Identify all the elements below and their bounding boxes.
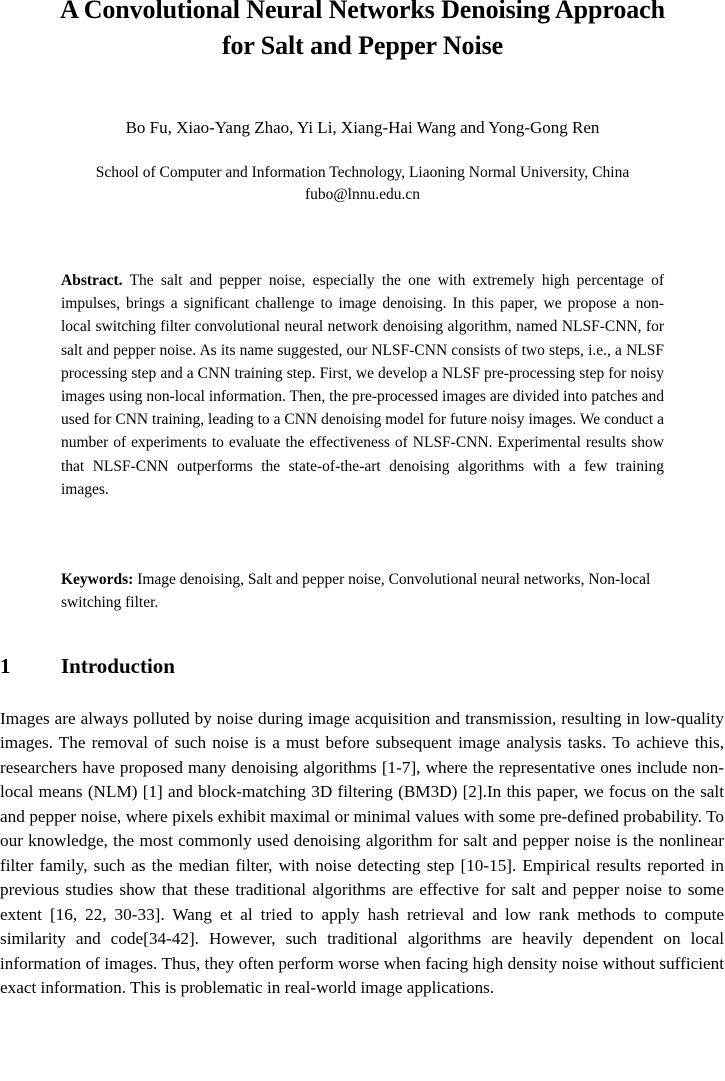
- abstract: [61, 269, 664, 501]
- keywords-text: Image denoising, Salt and pepper noise, Convolutional neural networks, Non-local switching filter.: [61, 571, 651, 611]
- section-title: Introduction: [61, 654, 175, 678]
- introduction-paragraph: Images are always polluted by noise during image acquisition and transmission, resulting in low-quality images. The removal of such noise is a must before subsequent image analysis tasks. To achieve this, researchers have proposed many denoising algorithms [1-7], where the representative ones include non-local means (NLM) [1] and block-matching 3D filtering (BM3D) [2].In this paper, we focus on the salt and pepper noise, where pixels exhibit maximal or minimal values with some pre-defined probability. To our knowledge, the most commonly used denoising algorithm for salt and pepper noise is the nonlinear filter family, such as the median filter, with noise detecting step [10-15]. Empirical results reported in previous studies show that these traditional algorithms are effective for salt and pepper noise to some extent [16, 22, 30-33]. Wang et al tried to apply hash retrieval and low rank methods to compute similarity and code[34-42]. However, such traditional algorithms are heavily dependent on local information of images. Thus, they often perform worse when facing high density noise without sufficient exact information. This is problematic in real-world image applications.: [0, 709, 724, 997]
- affiliation: School of Computer and Information Technology, Liaoning Normal University, China: [95, 164, 630, 181]
- contact-email: fubo@lnnu.edu.cn: [304, 186, 420, 203]
- keywords-label: Keywords:: [61, 571, 134, 588]
- paper-title-line-2: for Salt and Pepper Noise: [221, 31, 504, 60]
- paper-authors: Bo Fu, Xiao-Yang Zhao, Yi Li, Xiang-Hai Wang and Yong-Gong Ren: [125, 118, 600, 137]
- paper-title-line-1: A Convolutional Neural Networks Denoising Approach: [60, 0, 665, 24]
- abstract-text: The salt and pepper noise, especially the one with extremely high percentage of impulses, brings a significant challenge to image denoising. In this paper, we propose a non-local switching filter convolutional neural network denoising algorithm, named NLSF-CNN, for salt and pepper noise. As its name suggested, our NLSF-CNN consists of two steps, i.e., a NLSF processing step and a CNN training step. First, we develop a NLSF pre-processing step for noisy images using non-local information. Then, the pre-processed images are divided into patches and used for CNN training, leading to a CNN denoising model for future noisy images. We conduct a number of experiments to evaluate the effectiveness of NLSF-CNN. Experimental results show that NLSF-CNN outperforms the state-of-the-art denoising algorithms with a few training images.: [61, 272, 664, 498]
- abstract-label: Abstract.: [61, 272, 123, 289]
- paper-title: [0, 0, 725, 64]
- author-affiliation-block: [0, 162, 725, 206]
- section-number: 1: [0, 654, 11, 678]
- keywords: [61, 568, 664, 614]
